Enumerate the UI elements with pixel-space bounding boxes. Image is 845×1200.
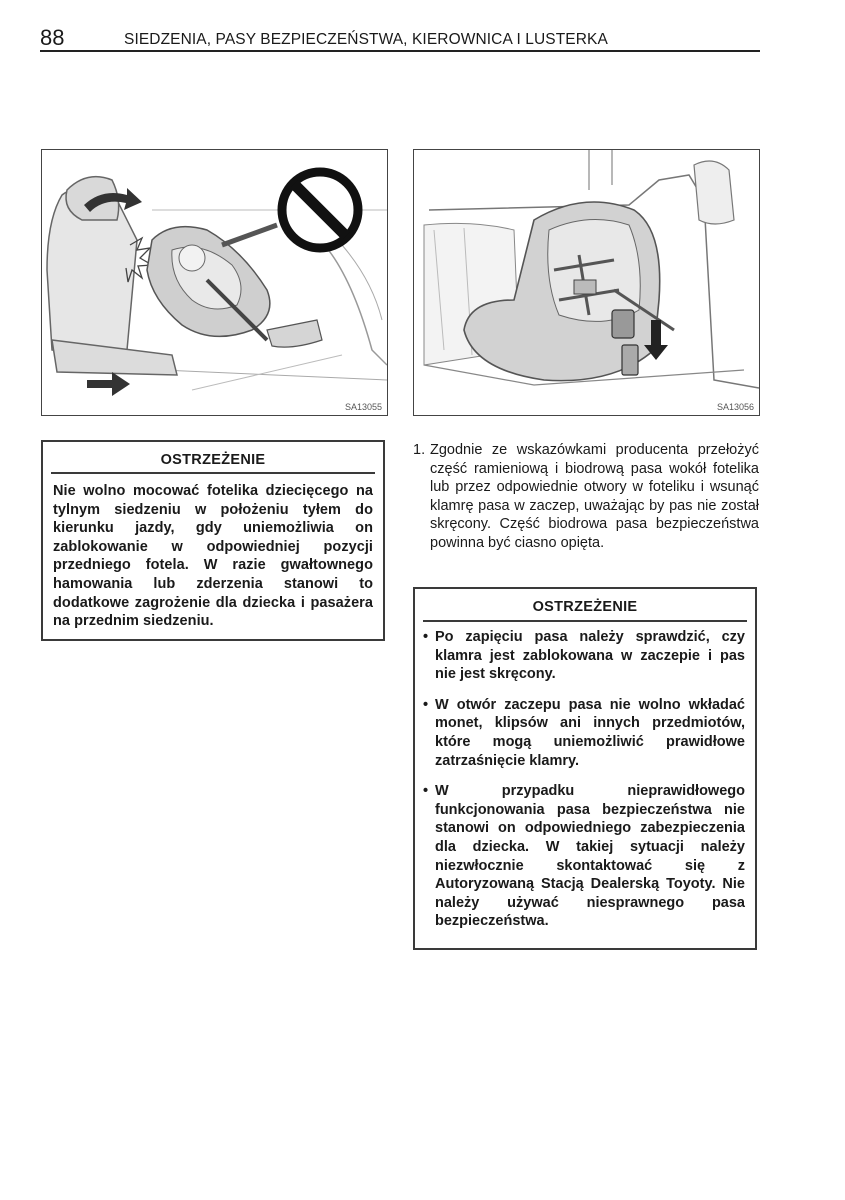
step-number: 1. [413,442,426,458]
warning-box-buckle [413,587,757,950]
step-text: Zgodnie ze wskazówkami producenta przełożyć część ramieniową i biodrową pasa wokół fotelika lub przez odpowiednie otwory w foteliku i wsunąć klamrę pasa w zaczep, uważając by pas nie został skręcony. Część biodrowa pasa bezpieczeństwa powinna być ciasno opięta. [430,442,759,551]
figure-child-seat-buckle [413,149,760,416]
illustration-prohibited-installation [42,150,387,415]
warning-text: Nie wolno mocować fotelika dziecięcego na tylnym siedzeniu w położeniu tyłem do kierunku jazdy, gdy uniemożliwia on zablokowanie w odpowiedniej pozycji przedniego fotela. W razie gwałtownego hamowania lub zderzenia stanowi to dodatkowe zagrożenie dla dziecka i pasażera na przednim siedzeniu. [53,483,373,630]
page-number: 88 [40,25,65,50]
bullet-icon: • [423,629,429,645]
figure-rear-facing-child-seat [41,149,388,416]
page-header-title: SIEDZENIA, PASY BEZPIECZEŃSTWA, KIEROWNICA I LUSTERKA [124,31,608,48]
warning-bullet-item [425,782,745,931]
illustration-seat-belt-buckle [414,150,759,415]
bullet-icon: • [423,783,429,800]
figure-code: SA13055 [344,402,382,412]
figure-code: SA13056 [716,402,754,412]
instruction-step-1 [413,441,759,553]
bullet-text: W przypadku nieprawidłowego funkcjonowania pasa bezpieczeństwa nie stanowi on odpowiedniego zabezpieczenia dla dziecka. W takiej sytuacji należy niezwłocznie skontaktować się z Autoryzowaną Stacją Dealerską Toyoty. Nie należy używać niesprawnego pasa bezpieczeństwa. [435,783,745,930]
bullet-icon: • [423,696,429,713]
warning-bullet-list [415,622,755,931]
header-rule [40,50,760,52]
warning-bullet-item [425,696,745,770]
warning-title: OSTRZEŻENIE [160,452,266,468]
warning-box-rear-facing [41,440,385,641]
warning-bullet-item [425,628,745,684]
warning-title: OSTRZEŻENIE [532,599,638,615]
bullet-text: Po zapięciu pasa należy sprawdzić, czy klamra jest zablokowana w zaczepie i pas nie jest skręcony. [435,629,745,683]
bullet-text: W otwór zaczepu pasa nie wolno wkładać monet, klipsów ani innych przedmiotów, które mogą uniemożliwić prawidłowe zatrzaśnięcie klamry. [435,696,745,769]
